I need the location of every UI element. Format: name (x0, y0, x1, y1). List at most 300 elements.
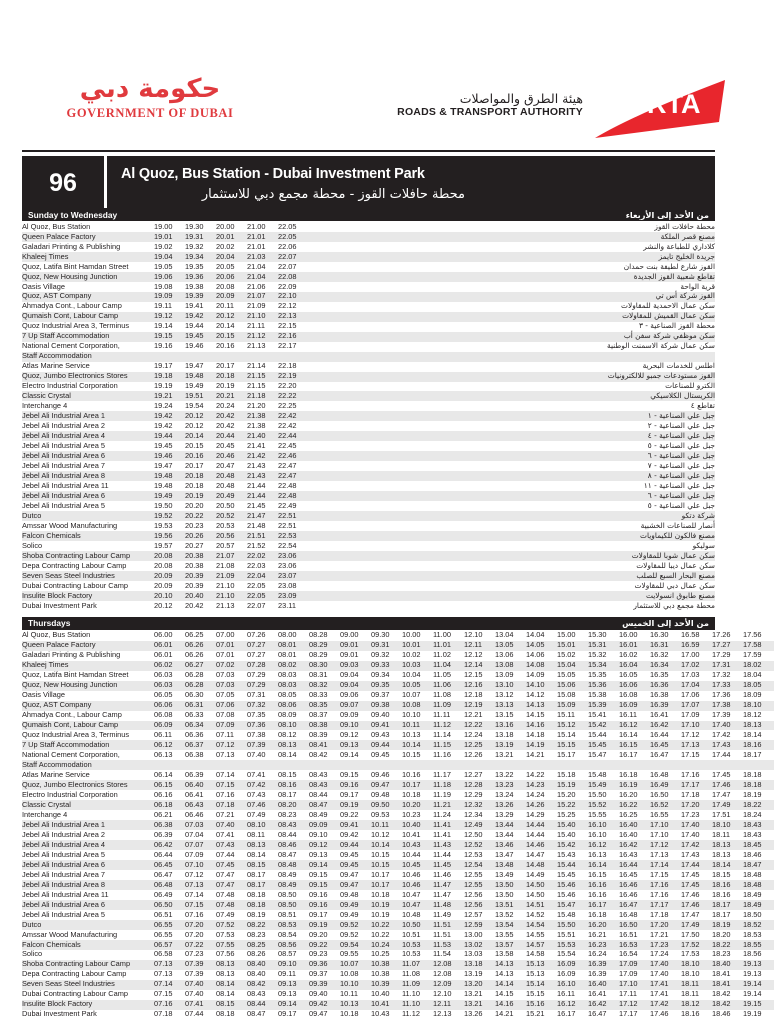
departure-time: 12.08 (433, 960, 464, 970)
departure-time: 13.48 (495, 860, 526, 870)
departure-time: 18.45 (743, 840, 774, 850)
departure-time: 19.06 (154, 272, 185, 282)
departure-time: 18.43 (743, 820, 774, 830)
departure-time: 16.54 (619, 949, 638, 959)
departure-time: 11.09 (433, 701, 464, 711)
table-row (22, 222, 715, 232)
departure-time: 18.11 (681, 989, 699, 999)
departure-time: 10.07 (402, 690, 421, 700)
departure-time (278, 760, 309, 770)
stop-name-ar: تقاطع شعبية القوز الجديدة (309, 272, 715, 282)
departure-time: 16.15 (619, 740, 650, 750)
stop-name-ar: جبل علي الصناعية - ٦ (309, 451, 715, 461)
departure-time: 22.54 (278, 540, 297, 550)
departure-time: 06.28 (185, 681, 216, 691)
departure-time: 20.04 (216, 252, 247, 262)
departure-time: 19.56 (154, 531, 185, 541)
departure-time: 19.02 (154, 241, 173, 251)
departure-time: 18.14 (712, 860, 743, 870)
departure-time: 06.06 (154, 701, 185, 711)
departure-time: 11.53 (433, 940, 464, 950)
departure-time: 07.29 (247, 670, 266, 680)
departure-time: 06.34 (185, 721, 216, 731)
departure-time: 15.53 (557, 940, 588, 950)
departure-time: 07.41 (216, 829, 235, 839)
departure-time: 08.43 (309, 770, 328, 780)
departure-time: 16.16 (588, 889, 607, 899)
rta-logo-block (397, 78, 727, 140)
stop-name-en: Quoz, New Housing Junction (22, 681, 154, 691)
departure-time: 09.42 (309, 1000, 340, 1010)
departure-time: 13.44 (495, 829, 514, 839)
departure-time: 20.56 (216, 531, 247, 541)
departure-time: 15.40 (557, 829, 576, 839)
departure-time: 14.19 (526, 740, 557, 750)
departure-time: 22.03 (247, 560, 266, 570)
departure-time: 07.41 (185, 1000, 216, 1010)
departure-time: 07.05 (216, 690, 235, 700)
departure-time: 09.20 (309, 929, 328, 939)
departure-time: 17.09 (681, 710, 700, 720)
departure-time: 18.20 (712, 929, 731, 939)
departure-time: 07.22 (185, 940, 216, 950)
departure-time (712, 760, 743, 770)
departure-time: 06.11 (154, 730, 172, 740)
departure-time: 16.39 (588, 960, 619, 970)
departure-time: 07.12 (216, 740, 247, 750)
departure-time: 19.35 (185, 261, 204, 271)
departure-time: 21.45 (247, 500, 266, 510)
departure-time: 16.16 (588, 880, 619, 890)
departure-time: 17.42 (712, 730, 731, 740)
departure-time: 08.20 (278, 800, 309, 810)
stop-name-en: Jebel Ali Industrial Area 2 (22, 421, 105, 431)
departure-time: 18.41 (712, 980, 743, 990)
departure-time: 17.11 (619, 989, 637, 999)
departure-time: 13.21 (464, 989, 483, 999)
departure-time: 15.55 (588, 809, 607, 819)
departure-time: 12.13 (433, 1009, 452, 1019)
departure-time: 08.10 (278, 721, 309, 731)
departure-time: 16.14 (588, 860, 619, 870)
departure-time: 10.40 (402, 820, 433, 830)
departure-time: 10.47 (402, 900, 433, 910)
departure-time (371, 760, 402, 770)
departure-time: 17.17 (681, 780, 712, 790)
departure-time: 08.48 (278, 860, 309, 870)
departure-time: 18.42 (712, 1000, 743, 1010)
departure-time: 18.56 (743, 949, 762, 959)
departure-time: 12.55 (464, 869, 483, 879)
departure-time: 07.44 (185, 1009, 204, 1019)
departure-time: 09.13 (278, 980, 309, 990)
stop-name-en: Jebel Ali Industrial Area 11 (22, 480, 109, 490)
departure-time: 13.49 (495, 869, 514, 879)
departure-time: 06.47 (154, 869, 173, 879)
departure-time: 09.43 (371, 730, 390, 740)
departure-time: 22.02 (247, 551, 278, 561)
departure-time: 19.50 (154, 500, 173, 510)
departure-time: 07.40 (185, 989, 204, 999)
departure-time: 07.48 (216, 889, 235, 899)
departure-time: 13.06 (495, 650, 514, 660)
day-header-label-en: Sunday to Wednesday (28, 209, 118, 220)
departure-time: 08.38 (309, 721, 340, 731)
table-row (22, 521, 715, 531)
departure-time: 08.47 (247, 1009, 266, 1019)
departure-time: 07.03 (216, 670, 235, 680)
departure-time: 09.31 (371, 641, 402, 651)
departure-time: 20.50 (216, 500, 235, 510)
departure-time: 17.07 (681, 701, 712, 711)
departure-time: 16.10 (588, 820, 619, 830)
departure-time: 07.40 (247, 750, 266, 760)
stop-name-ar: قرية الواحة (680, 281, 715, 291)
departure-time: 14.16 (495, 1000, 526, 1010)
departure-time: 21.09 (247, 301, 266, 311)
departure-time: 10.11 (371, 820, 402, 830)
departure-time: 11.48 (433, 900, 464, 910)
departure-time: 07.20 (185, 929, 204, 939)
departure-time: 17.43 (681, 849, 700, 859)
departure-time: 13.55 (495, 929, 514, 939)
departure-time: 09.37 (371, 690, 390, 700)
departure-time: 23.06 (278, 551, 309, 561)
table-row (22, 561, 715, 571)
stop-name-en: Staff Accommodation (22, 352, 154, 362)
day-header-label-ar: من الأحد إلى الأربعاء (625, 209, 709, 220)
stop-name-en: Quoz, AST Company (22, 701, 154, 711)
departure-time: 13.24 (495, 789, 514, 799)
departure-time: 09.36 (309, 960, 340, 970)
departure-time: 17.13 (681, 740, 712, 750)
departure-time: 08.14 (216, 989, 235, 999)
stop-name-en: Galadari Printing & Publishing (22, 241, 121, 251)
departure-time: 15.14 (557, 730, 576, 740)
departure-time: 07.20 (185, 920, 216, 930)
departure-time: 22.48 (278, 480, 297, 490)
departure-time (216, 352, 247, 362)
departure-time: 09.16 (340, 780, 371, 790)
departure-time: 10.10 (340, 980, 371, 990)
departure-time: 16.47 (588, 1009, 607, 1019)
table-row (22, 421, 715, 431)
departure-time: 06.26 (185, 641, 216, 651)
stop-name-en: Jebel Ali Industrial Area 5 (22, 441, 105, 450)
departure-time: 17.40 (681, 820, 712, 830)
departure-time: 10.10 (402, 710, 421, 720)
departure-time: 07.55 (216, 940, 247, 950)
departure-time: 16.41 (588, 989, 607, 999)
departure-time: 21.10 (216, 580, 235, 590)
departure-time: 23.07 (278, 571, 309, 581)
departure-time: 16.14 (619, 730, 638, 740)
stop-name-en: 7 Up Staff Accommodation (22, 740, 154, 750)
departure-time: 17.59 (743, 650, 762, 660)
departure-time: 09.14 (309, 860, 340, 870)
departure-time: 19.42 (154, 421, 173, 431)
departure-time: 08.51 (278, 909, 297, 919)
departure-time: 16.45 (619, 869, 638, 879)
departure-time: 17.47 (681, 909, 700, 919)
departure-time: 09.45 (371, 750, 390, 760)
departure-time: 10.12 (371, 829, 390, 839)
departure-time: 12.15 (464, 670, 483, 680)
departure-time: 20.49 (216, 491, 247, 501)
departure-time: 09.49 (340, 900, 371, 910)
departure-time: 08.03 (278, 670, 297, 680)
stop-name-en: National Cement Corporation, (22, 341, 120, 351)
table-row (22, 451, 715, 461)
departure-time: 16.34 (650, 661, 681, 671)
stop-name-en: Jebel Ali Industrial Area 2 (22, 829, 105, 839)
stop-name-en: Amssar Wood Manufacturing (22, 520, 118, 530)
departure-time: 09.01 (340, 641, 371, 651)
departure-time: 07.14 (216, 770, 235, 780)
departure-time: 14.13 (495, 969, 514, 979)
stop-name-en: Quoz, New Housing Junction (22, 272, 154, 282)
departure-time: 12.53 (464, 849, 483, 859)
departure-time: 20.12 (185, 421, 204, 431)
departure-time: 13.57 (495, 940, 526, 950)
departure-time: 17.13 (650, 849, 669, 859)
departure-time: 17.00 (681, 650, 700, 660)
departure-time: 13.20 (464, 980, 495, 990)
departure-time: 14.21 (526, 750, 545, 760)
table-row (22, 541, 715, 551)
stop-name-ar: جبل علي الصناعية - ٥ (647, 441, 715, 450)
departure-time: 18.12 (743, 710, 762, 720)
stop-name-en: Dutco (22, 920, 154, 930)
departure-time: 19.15 (743, 1000, 774, 1010)
departure-time: 08.00 (278, 630, 297, 640)
departure-time: 17.15 (681, 750, 700, 760)
departure-time: 07.39 (185, 960, 216, 970)
departure-time: 22.45 (278, 441, 297, 450)
departure-time (433, 760, 464, 770)
departure-time: 09.32 (371, 650, 390, 660)
departure-time: 18.09 (743, 690, 762, 700)
departure-time: 17.16 (650, 889, 669, 899)
departure-time: 20.42 (216, 411, 247, 421)
departure-time: 07.40 (216, 820, 247, 830)
departure-time: 21.01 (247, 232, 278, 242)
departure-time: 16.40 (588, 980, 619, 990)
departure-time: 07.47 (216, 880, 247, 890)
departure-time: 07.16 (185, 909, 204, 919)
departure-time: 08.13 (216, 969, 235, 979)
departure-time: 14.55 (526, 929, 545, 939)
departure-time: 13.02 (464, 940, 495, 950)
departure-time: 15.19 (557, 780, 588, 790)
rta-swoosh-logo (587, 78, 727, 140)
departure-time: 15.54 (557, 949, 576, 959)
departure-time: 21.40 (247, 431, 278, 441)
departure-time: 19.41 (185, 301, 204, 311)
departure-time: 10.19 (371, 909, 390, 919)
departure-time: 15.48 (557, 909, 576, 919)
departure-time (464, 760, 495, 770)
departure-time: 10.15 (371, 849, 390, 859)
departure-time: 12.50 (464, 829, 483, 839)
departure-time: 09.50 (371, 800, 402, 810)
departure-time: 18.24 (743, 809, 762, 819)
departure-time: 12.25 (464, 740, 495, 750)
table-row (22, 362, 715, 372)
departure-time: 06.30 (185, 690, 204, 700)
departure-time (185, 760, 216, 770)
departure-time: 17.46 (712, 780, 743, 790)
table-row (22, 651, 774, 661)
route-title-section (22, 150, 715, 215)
departure-time: 17.27 (712, 641, 743, 651)
departure-time (681, 760, 712, 770)
departure-time: 18.13 (712, 840, 743, 850)
departure-time: 08.44 (309, 789, 328, 799)
departure-time: 09.40 (371, 710, 390, 720)
departure-time: 21.06 (247, 281, 266, 291)
departure-time: 10.17 (371, 880, 402, 890)
departure-time: 16.52 (650, 800, 681, 810)
departure-time: 08.30 (309, 661, 340, 671)
departure-time: 22.08 (278, 272, 309, 282)
departure-time: 17.36 (712, 690, 731, 700)
departure-time: 13.54 (495, 920, 526, 930)
departure-time: 16.58 (681, 630, 700, 640)
departure-time: 18.42 (712, 989, 731, 999)
departure-time: 06.36 (185, 730, 204, 740)
departure-time: 17.17 (650, 900, 681, 910)
departure-time: 08.03 (278, 681, 309, 691)
departure-time: 17.10 (619, 980, 650, 990)
departure-time: 18.23 (712, 949, 731, 959)
table-row (22, 681, 774, 691)
departure-time: 17.09 (619, 960, 650, 970)
departure-time (495, 760, 526, 770)
departure-time: 11.04 (433, 661, 464, 671)
stop-name-en: Al Quoz, Bus Station (22, 221, 91, 231)
departure-time: 15.25 (557, 809, 576, 819)
stop-name-ar: جبل علي الصناعية - ١ (309, 411, 715, 421)
departure-time: 22.07 (247, 600, 266, 610)
departure-time (247, 352, 278, 362)
departure-time: 19.24 (154, 401, 173, 411)
departure-time (557, 760, 588, 770)
departure-time: 09.52 (340, 929, 359, 939)
departure-time: 11.46 (433, 869, 451, 879)
departure-time: 19.14 (743, 989, 762, 999)
departure-time: 15.46 (557, 889, 576, 899)
departure-time: 07.53 (216, 929, 235, 939)
departure-time: 18.14 (743, 730, 762, 740)
departure-time: 19.13 (743, 960, 774, 970)
departure-time: 08.11 (247, 829, 265, 839)
stop-name-en: Dutco (22, 511, 154, 521)
departure-time: 10.17 (371, 869, 390, 879)
table-row (22, 411, 715, 421)
departure-time: 21.12 (247, 332, 278, 342)
departure-time: 07.04 (185, 829, 204, 839)
departure-time: 19.15 (154, 332, 185, 342)
departure-time: 21.38 (247, 421, 266, 431)
departure-time: 17.16 (650, 880, 681, 890)
departure-time: 16.32 (650, 650, 669, 660)
departure-time: 06.42 (154, 840, 185, 850)
departure-time: 18.05 (743, 681, 774, 691)
departure-time: 15.01 (557, 641, 588, 651)
departure-time: 20.16 (185, 451, 216, 461)
departure-time: 10.04 (402, 670, 421, 680)
departure-time: 06.08 (154, 710, 173, 720)
departure-time: 13.50 (495, 889, 514, 899)
departure-time: 20.19 (185, 491, 216, 501)
departure-time: 09.30 (371, 630, 390, 640)
departure-time: 13.08 (495, 661, 526, 671)
departure-time: 11.47 (433, 889, 451, 899)
departure-time: 21.10 (247, 312, 278, 322)
departure-time: 07.13 (185, 880, 216, 890)
departure-time: 16.11 (557, 989, 575, 999)
departure-time: 17.40 (650, 969, 669, 979)
departure-time: 06.31 (185, 701, 216, 711)
stop-name-en: Ahmadya Cont., Labour Camp (22, 301, 122, 311)
departure-time: 11.12 (402, 1009, 420, 1019)
table-row (22, 920, 774, 930)
departure-time: 16.05 (619, 670, 638, 680)
departure-time: 09.33 (371, 661, 402, 671)
stop-name-en: Solico (22, 540, 43, 550)
departure-time: 17.10 (681, 721, 712, 731)
stop-name-en: Insulite Block Factory (22, 1000, 154, 1010)
stop-name-ar: جبل علي الصناعية - ٧ (647, 460, 715, 470)
stop-name-ar: جريدة الخليج تايمز (309, 252, 715, 262)
departure-time: 17.12 (650, 840, 681, 850)
departure-time: 14.46 (526, 840, 557, 850)
branding-header (0, 0, 735, 120)
departure-time: 17.32 (712, 670, 731, 680)
departure-time: 13.29 (495, 809, 514, 819)
stop-name-en: Falcon Chemicals (22, 531, 154, 541)
departure-time: 08.47 (278, 849, 297, 859)
departure-time: 06.38 (154, 820, 185, 830)
table-row (22, 431, 715, 441)
departure-time: 09.52 (340, 920, 371, 930)
departure-time: 14.54 (526, 920, 557, 930)
departure-time: 06.12 (154, 740, 185, 750)
departure-time: 11.05 (433, 670, 451, 680)
departure-time: 22.16 (278, 332, 309, 342)
departure-time: 13.58 (495, 949, 514, 959)
departure-time: 13.23 (495, 780, 526, 790)
departure-time: 09.48 (371, 789, 390, 799)
departure-time: 11.21 (433, 800, 464, 810)
departure-time: 19.32 (185, 241, 204, 251)
departure-time: 07.13 (154, 969, 173, 979)
departure-time: 07.09 (185, 849, 204, 859)
departure-time (526, 760, 557, 770)
table-row (22, 391, 715, 401)
departure-time: 21.41 (247, 441, 266, 450)
table-row (22, 860, 774, 870)
departure-time: 06.51 (154, 909, 173, 919)
departure-time: 06.01 (154, 650, 173, 660)
departure-time: 16.11 (619, 710, 637, 720)
departure-time: 18.17 (712, 900, 743, 910)
title-rule-top (22, 150, 715, 152)
departure-time: 17.46 (681, 900, 712, 910)
departure-time: 11.16 (433, 750, 451, 760)
departure-time: 20.16 (216, 341, 235, 351)
